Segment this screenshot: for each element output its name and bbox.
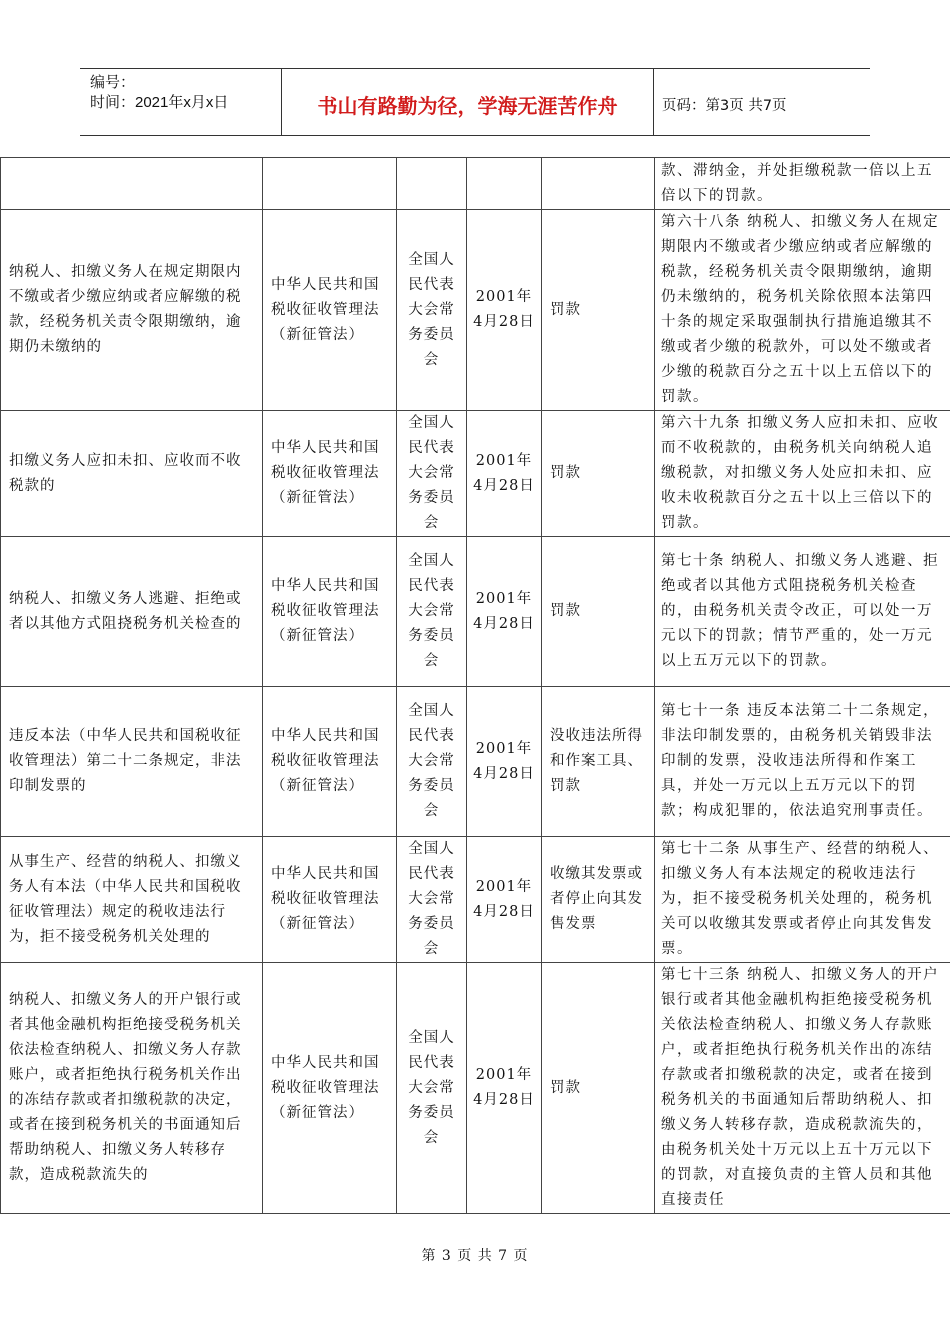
header-page-number: 页码：第3页 共7页 [662, 97, 787, 114]
date-cell: 2001年4月28日 [467, 687, 542, 837]
behavior-cell: 违反本法（中华人民共和国税收征收管理法）第二十二条规定，非法印制发票的 [1, 687, 263, 837]
table-row [1, 210, 950, 411]
header-motto: 书山有路勤为径，学海无涯苦作舟 [282, 69, 654, 135]
header-meta [80, 69, 282, 135]
issuing-body-cell: 全国人民代表大会常务委员会 [397, 687, 467, 837]
penalty-type-cell: 罚款 [542, 537, 655, 687]
behavior-cell: 纳税人、扣缴义务人的开户银行或者其他金融机构拒绝接受税务机关依法检查纳税人、扣缴义务人存款账户，或者拒绝执行税务机关作出的冻结存款或者扣缴税款的决定，或者在接到税务机关的书面通知后帮助纳税人、扣缴义务人转移存款，造成税款流失的 [1, 963, 263, 1214]
document-time-label: 时间：2021年x月x日 [90, 94, 229, 111]
table-row [1, 963, 950, 1214]
date-cell: 2001年4月28日 [467, 963, 542, 1214]
law-cell: 中华人民共和国税收征收管理法（新征管法） [263, 210, 397, 411]
law-cell: 中华人民共和国税收征收管理法（新征管法） [263, 963, 397, 1214]
issuing-body-cell: 全国人民代表大会常务委员会 [397, 837, 467, 963]
issuing-body-cell: 全国人民代表大会常务委员会 [397, 210, 467, 411]
article-text-cell: 第七十二条 从事生产、经营的纳税人、扣缴义务人有本法规定的税收违法行为，拒不接受税务机关处理的，税务机关可以收缴其发票或者停止向其发售发票。 [655, 837, 950, 963]
article-text-cell: 第七十三条 纳税人、扣缴义务人的开户银行或者其他金融机构拒绝接受税务机关依法检查纳税人、扣缴义务人存款账户，或者拒绝执行税务机关作出的冻结存款或者扣缴税款的决定，或者在接到税务机关的书面通知后帮助纳税人、扣缴义务人转移存款，造成税款流失的，由税务机关处十万元以上五十万元以下的罚款，对直接负责的主管人员和其他直接责任 [655, 963, 950, 1214]
penalty-type-cell: 罚款 [542, 963, 655, 1214]
issuing-body-cell: 全国人民代表大会常务委员会 [397, 963, 467, 1214]
date-cell: 2001年4月28日 [467, 837, 542, 963]
penalty-table [0, 157, 950, 1214]
issuing-body-cell: 全国人民代表大会常务委员会 [397, 411, 467, 537]
penalty-type-cell: 罚款 [542, 411, 655, 537]
behavior-cell: 扣缴义务人应扣未扣、应收而不收税款的 [1, 411, 263, 537]
article-text-cell: 第七十一条 违反本法第二十二条规定，非法印制发票的，由税务机关销毁非法印制的发票，没收违法所得和作案工具，并处一万元以上五万元以下的罚款；构成犯罪的，依法追究刑事责任。 [655, 687, 950, 837]
document-number-label: 编号： [90, 74, 136, 91]
behavior-cell: 从事生产、经营的纳税人、扣缴义务人有本法（中华人民共和国税收征收管理法）规定的税收违法行为，拒不接受税务机关处理的 [1, 837, 263, 963]
behavior-cell: 纳税人、扣缴义务人逃避、拒绝或者以其他方式阻挠税务机关检查的 [1, 537, 263, 687]
law-cell: 中华人民共和国税收征收管理法（新征管法） [263, 837, 397, 963]
law-cell: 中华人民共和国税收征收管理法（新征管法） [263, 537, 397, 687]
law-cell [263, 158, 397, 210]
issuing-body-cell [397, 158, 467, 210]
penalty-type-cell: 没收违法所得和作案工具、罚款 [542, 687, 655, 837]
article-text-cell: 款、滞纳金，并处拒缴税款一倍以上五倍以下的罚款。 [655, 158, 950, 210]
date-cell: 2001年4月28日 [467, 411, 542, 537]
issuing-body-cell: 全国人民代表大会常务委员会 [397, 537, 467, 687]
law-cell: 中华人民共和国税收征收管理法（新征管法） [263, 411, 397, 537]
article-text-cell: 第七十条 纳税人、扣缴义务人逃避、拒绝或者以其他方式阻挠税务机关检查的，由税务机关责令改正，可以处一万元以下的罚款；情节严重的，处一万元以上五万元以下的罚款。 [655, 537, 950, 687]
article-text-cell: 第六十九条 扣缴义务人应扣未扣、应收而不收税款的，由税务机关向纳税人追缴税款，对扣缴义务人处应扣未扣、应收未收税款百分之五十以上三倍以下的罚款。 [655, 411, 950, 537]
date-cell: 2001年4月28日 [467, 537, 542, 687]
article-text-cell: 第六十八条 纳税人、扣缴义务人在规定期限内不缴或者少缴应纳或者应解缴的税款，经税务机关责令限期缴纳，逾期仍未缴纳的，税务机关除依照本法第四十条的规定采取强制执行措施追缴其不缴或者少缴的税款外，可以处不缴或者少缴的税款百分之五十以上五倍以下的罚款。 [655, 210, 950, 411]
behavior-cell [1, 158, 263, 210]
penalty-type-cell: 收缴其发票或者停止向其发售发票 [542, 837, 655, 963]
penalty-type-cell: 罚款 [542, 210, 655, 411]
date-cell [467, 158, 542, 210]
table-row [1, 537, 950, 687]
behavior-cell: 纳税人、扣缴义务人在规定期限内不缴或者少缴应纳或者应解缴的税款，经税务机关责令限期缴纳，逾期仍未缴纳的 [1, 210, 263, 411]
date-cell: 2001年4月28日 [467, 210, 542, 411]
document-header [80, 68, 870, 136]
law-cell: 中华人民共和国税收征收管理法（新征管法） [263, 687, 397, 837]
table-row [1, 411, 950, 537]
penalty-type-cell [542, 158, 655, 210]
table-row [1, 837, 950, 963]
page-footer: 第 3 页 共 7 页 [421, 1248, 529, 1264]
table-row [1, 158, 950, 210]
table-row [1, 687, 950, 837]
